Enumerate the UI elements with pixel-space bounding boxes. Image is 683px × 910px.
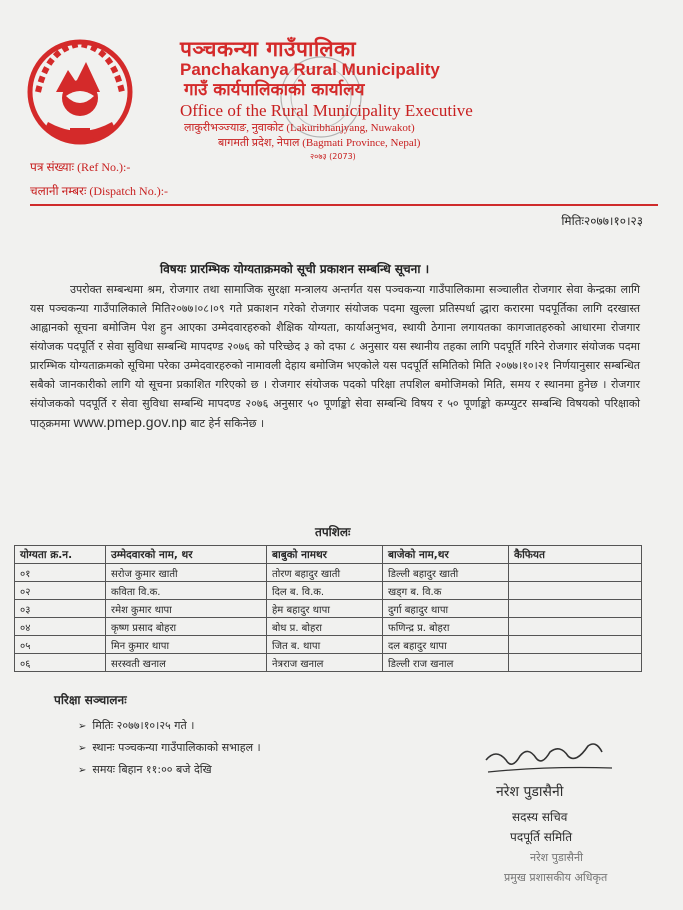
dispatch-number: चलानी नम्बरः (Dispatch No.):- <box>30 184 169 198</box>
municipality-title-en: Panchakanya Rural Municipality <box>180 60 440 79</box>
cell-grandfather: दल बहादुर थापा <box>383 636 509 654</box>
col-grandfather: बाजेको नाम,थर <box>383 546 509 564</box>
cell-grandfather: डिल्ली बहादुर खाती <box>383 564 509 582</box>
municipality-title-np: पञ्चकन्या गाउँपालिका <box>180 37 357 61</box>
cell-rank: ०१ <box>15 564 106 582</box>
cell-candidate: सरस्वती खनाल <box>106 654 267 672</box>
arrow-bullet-icon: ➢ <box>78 765 87 776</box>
table-row <box>15 564 642 582</box>
cell-father: नेत्रराज खनाल <box>267 654 383 672</box>
body-tail: बाट हेर्न सकिनेछ । <box>190 417 265 430</box>
cell-remarks <box>509 654 642 672</box>
cell-candidate: रमेश कुमार थापा <box>106 600 267 618</box>
cell-remarks <box>509 636 642 654</box>
cell-remarks <box>509 564 642 582</box>
cell-rank: ०२ <box>15 582 106 600</box>
handwritten-signature <box>478 742 618 782</box>
col-father: बाबुको नामथर <box>267 546 383 564</box>
cell-father: हेम बहादुर थापा <box>267 600 383 618</box>
col-rank: योग्यता क्र.न. <box>15 546 106 564</box>
established-year: २०७३ (2073) <box>310 152 356 161</box>
office-title-en: Office of the Rural Municipality Executive <box>180 101 473 120</box>
cell-grandfather: फणिन्द्र प्र. बोहरा <box>383 618 509 636</box>
arrow-bullet-icon: ➢ <box>78 743 87 754</box>
committee-name: पदपूर्ति समिति <box>510 830 573 844</box>
letter-subject: विषयः प्रारम्भिक योग्यताक्रमको सूची प्रकाशन सम्बन्धि सूचना । <box>160 262 430 276</box>
cell-grandfather: दुर्गा बहादुर थापा <box>383 600 509 618</box>
cell-father: जित ब. थापा <box>267 636 383 654</box>
cell-remarks <box>509 600 642 618</box>
cell-candidate: कविता वि.क. <box>106 582 267 600</box>
cell-candidate: मिन कुमार थापा <box>106 636 267 654</box>
col-remarks: कैफियत <box>509 546 642 564</box>
cell-father: तोरण बहादुर खाती <box>267 564 383 582</box>
col-candidate: उम्मेदवारको नाम, थर <box>106 546 267 564</box>
cell-rank: ०३ <box>15 600 106 618</box>
cell-rank: ०५ <box>15 636 106 654</box>
table-row <box>15 618 642 636</box>
exam-section-title: परिक्षा सञ्चालनः <box>54 693 127 707</box>
cell-candidate: सरोज कुमार खाती <box>106 564 267 582</box>
exam-time: ➢ समयः बिहान ११:०० बजे देखि <box>78 763 212 776</box>
cell-father: बोध प्र. बोहरा <box>267 618 383 636</box>
ref-number: पत्र संख्याः (Ref No.):- <box>30 160 131 174</box>
address-line-1: लाकुरीभञ्ज्याङ, नुवाकोट (Lakuribhanjyang, Nuwakot) <box>184 122 415 134</box>
letter-date: मितिः२०७७।१०।२३ <box>561 214 643 228</box>
stamp-name: नरेश पुडासैनी <box>530 851 583 864</box>
table-header-row <box>15 546 642 564</box>
website-link[interactable]: www.pmep.gov.np <box>73 414 187 430</box>
arrow-bullet-icon: ➢ <box>78 721 87 732</box>
table-title: तपशिलः <box>315 525 351 539</box>
cell-remarks <box>509 582 642 600</box>
signatory-role: सदस्य सचिव <box>512 810 568 824</box>
office-title-np: गाउँ कार्यपालिकाको कार्यालय <box>184 80 365 100</box>
letter-body <box>30 280 640 433</box>
letterhead <box>180 38 510 163</box>
cell-candidate: कृष्ण प्रसाद बोहरा <box>106 618 267 636</box>
cell-grandfather: डिल्ली राज खनाल <box>383 654 509 672</box>
nepal-emblem-logo <box>26 36 134 148</box>
candidate-table <box>14 545 642 672</box>
table-row <box>15 600 642 618</box>
cell-grandfather: खड्ग ब. वि.क <box>383 582 509 600</box>
cell-rank: ०४ <box>15 618 106 636</box>
signatory-name: नरेश पुडासैनी <box>496 784 564 800</box>
cell-remarks <box>509 618 642 636</box>
stamp-title: प्रमुख प्रशासकीय अधिकृत <box>504 871 608 884</box>
cell-rank: ०६ <box>15 654 106 672</box>
body-paragraph: उपरोक्त सम्बन्धमा श्रम, रोजगार तथा सामाजिक सुरक्षा मन्त्रालय अन्तर्गत यस पञ्चकन्या गाउँपालिकामा सञ्चालीत रोजगार सेवा केन्द्रका लागि यस पञ्चकन्या गाउँपालिकाले मिति२०७७।०८।०९ गते प्रकाशन गरेको रोजगार संयोजक पदमा खुल्ला प्रतिस्पर्धा द्धारा करारमा पदपूर्तिका लागि दरखास्त आह्वानको सूचना बमोजिम पेश हुन आएका उम्मेदवारहरुको शैक्षिक योग्यता, कार्याअनुभव, स्थायी ठेगाना लगायतका कागजातहरुको आधारमा रोजगार संयोजक पदपूर्ति र सेवा सुविधा सम्बन्धि मापदण्ड २०७६ को परिच्छेद ३ को दफा ८ अनुसार यस स्थानीय तहका लागि पदपूर्ति गरिने रोजगार संयोजक पदमा प्रारम्भिक योग्यताक्रमको सूचिमा परेका उम्मेदवारहरुको नामावली देहाय बमोजिम भएकोले यस पदपूर्ति समितिको मिति २०७७।१०।२१ निर्णयानुसार सम्बन्धित सबैको जानकारीको लागि यो सूचना प्रकाशित गरिएको छ । रोजगार संयोजक पदको परिक्षा तपशिल बमोजिमको मिति, समय र स्थानमा हुनेछ । रोजगार संयोजकको पदपूर्ति र सेवा सुविधा सम्बन्धि मापदण्ड २०७६ अनुसार ५० पूर्णाङ्को सेवा सम्बन्धि विषय र ५० पूर्णाङ्को कम्प्युटर सम्बन्धि विषयको परिक्षाको पाठ्क्रममा <box>30 283 640 430</box>
header-divider <box>30 204 658 206</box>
table-row <box>15 582 642 600</box>
exam-date: ➢ मितिः २०७७।१०।२५ गते । <box>78 719 195 732</box>
exam-venue: ➢ स्थानः पञ्चकन्या गाउँपालिकाको सभाहल । <box>78 741 261 754</box>
address-line-2: बागमती प्रदेश, नेपाल (Bagmati Province, Nepal) <box>218 137 421 149</box>
cell-father: दिल ब. वि.क. <box>267 582 383 600</box>
table-row <box>15 636 642 654</box>
table-row <box>15 654 642 672</box>
